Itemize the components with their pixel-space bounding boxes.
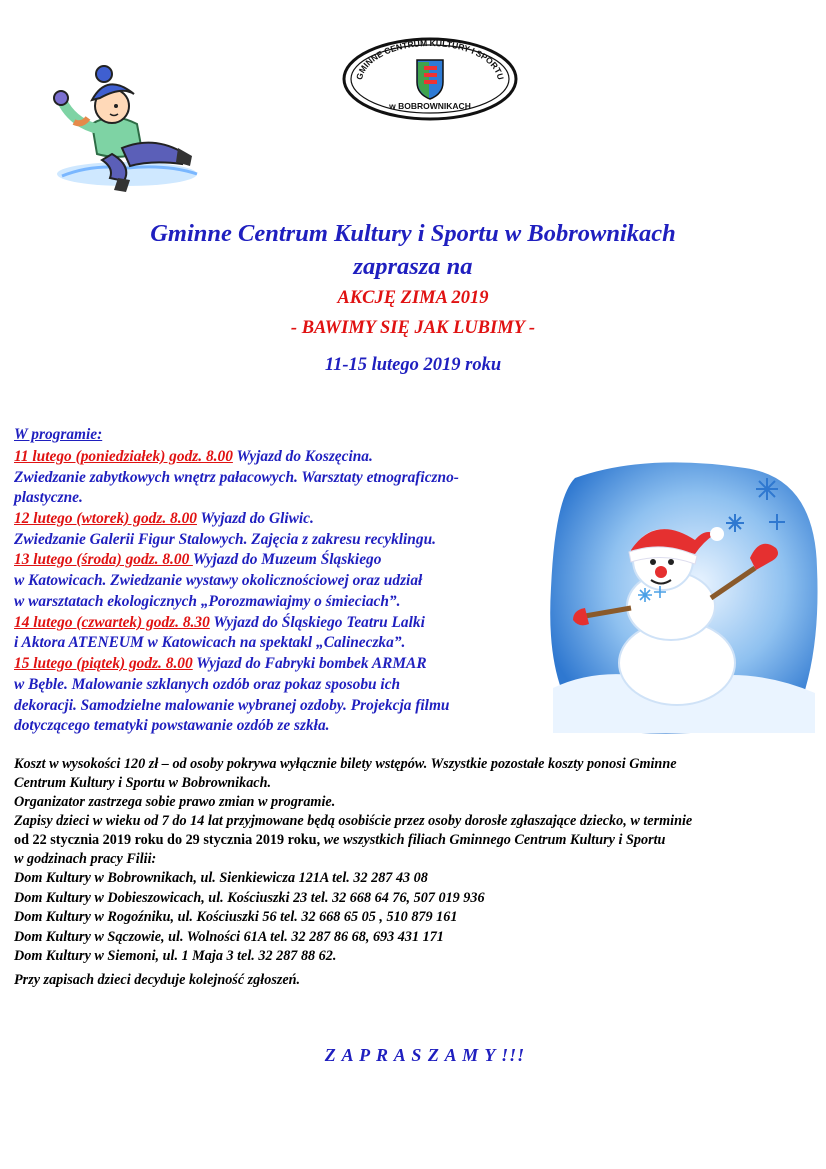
organization-logo xyxy=(340,36,520,122)
event-dates: 11-15 lutego 2019 roku xyxy=(324,355,502,375)
organization-title: Gminne Centrum Kultury i Sportu w Bobrownikach xyxy=(150,220,676,247)
program-text: dotyczącego tematyki powstawanie ozdób ze szkła. xyxy=(14,717,330,734)
skating-child-illustration xyxy=(52,56,202,196)
invitation-text: zaprasza na xyxy=(353,253,473,280)
program-line xyxy=(14,717,330,735)
program-text: Zwiedzanie Galerii Figur Stalowych. Zajęcia z zakresu recyklingu. xyxy=(14,531,436,548)
program-line xyxy=(14,531,436,549)
program-text: Wyjazd do Koszęcina. xyxy=(232,448,373,465)
signup-order-note: Przy zapisach dzieci decyduje kolejność zgłoszeń. xyxy=(14,972,301,988)
program-text: Wyjazd do Fabryki bombek ARMAR xyxy=(192,655,427,672)
logo-bottom-text: w BOBROWNIKACH xyxy=(389,101,471,111)
program-text: w Bęble. Malowanie szklanych ozdób oraz pokaz sposobu ich xyxy=(14,676,401,693)
program-text: i Aktora ATENEUM w Katowicach na spektakl „Calineczka”. xyxy=(14,634,406,651)
signup-places: we wszystkich filiach Gminnego Centrum Kultury i Sportu xyxy=(320,832,666,848)
program-text: dekoracji. Samodzielne malowanie wybranej ozdoby. Projekcja filmu xyxy=(14,697,450,714)
closing-invitation: Z A P R A S Z A M Y !!! xyxy=(324,1045,526,1065)
program-line xyxy=(14,593,400,611)
signup-dates: od 22 stycznia 2019 roku do 29 stycznia 2019 roku, xyxy=(14,832,321,848)
program-date: 15 lutego (piątek) godz. 8.00 xyxy=(14,655,193,672)
program-line xyxy=(14,510,314,528)
action-title: AKCJĘ ZIMA 2019 xyxy=(337,288,489,308)
program-text: w Katowicach. Zwiedzanie wystawy okolicznościowej oraz udział xyxy=(14,572,423,589)
program-line xyxy=(14,634,405,652)
program-date: 14 lutego (czwartek) godz. 8.30 xyxy=(14,614,210,631)
program-text: plastyczne. xyxy=(14,489,83,506)
program-date: 12 lutego (wtorek) godz. 8.00 xyxy=(14,510,197,527)
branch-line: Dom Kultury w Sączowie, ul. Wolności 61A tel. 32 287 86 68, 693 431 171 xyxy=(14,929,444,945)
signup-line-2 xyxy=(14,832,665,849)
program-text: Zwiedzanie zabytkowych wnętrz pałacowych. Warsztaty etnograficzno- xyxy=(14,469,459,486)
program-line xyxy=(14,697,449,715)
program-line xyxy=(14,469,459,487)
program-date: 11 lutego (poniedziałek) godz. 8.00 xyxy=(14,448,233,465)
signup-line-1: Zapisy dzieci w wieku od 7 do 14 lat przyjmowane będą osobiście przez osoby dorosłe zgłaszające dziecko, w terminie xyxy=(14,813,693,829)
program-text: Wyjazd do Muzeum Śląskiego xyxy=(192,551,382,568)
cost-line-2: Centrum Kultury i Sportu w Bobrownikach. xyxy=(14,775,272,791)
branch-line: Dom Kultury w Dobieszowicach, ul. Kościuszki 23 tel. 32 668 64 76, 507 019 936 xyxy=(14,890,485,906)
program-text: Wyjazd do Gliwic. xyxy=(196,510,314,527)
program-line xyxy=(14,551,381,569)
cost-line-1: Koszt w wysokości 120 zł – od osoby pokrywa wyłącznie bilety wstępów. Wszystkie pozostałe koszty ponosi Gminne xyxy=(14,756,677,772)
signup-line-3: w godzinach pracy Filii: xyxy=(14,851,157,867)
program-text: w warsztatach ekologicznych „Porozmawiajmy o śmieciach”. xyxy=(14,593,401,610)
branch-line: Dom Kultury w Bobrownikach, ul. Sienkiewicza 121A tel. 32 287 43 08 xyxy=(14,870,428,886)
branch-line: Dom Kultury w Rogoźniku, ul. Kościuszki 56 tel. 32 668 65 05 , 510 879 161 xyxy=(14,909,458,925)
program-line xyxy=(14,676,400,694)
program-text: Wyjazd do Śląskiego Teatru Lalki xyxy=(209,614,425,631)
organizer-note: Organizator zastrzega sobie prawo zmian w programie. xyxy=(14,794,336,810)
program-line xyxy=(14,448,373,466)
program-line xyxy=(14,489,83,507)
program-line xyxy=(14,614,425,632)
program-line xyxy=(14,655,427,673)
program-heading: W programie: xyxy=(14,426,103,443)
branch-line: Dom Kultury w Siemoni, ul. 1 Maja 3 tel. 32 287 88 62. xyxy=(14,948,337,964)
logo-ring-text: GMINNE CENTRUM KULTURY I SPORTU xyxy=(354,37,506,81)
snowman-illustration xyxy=(545,458,821,736)
action-slogan: - BAWIMY SIĘ JAK LUBIMY - xyxy=(290,318,536,338)
program-date: 13 lutego (środa) godz. 8.00 xyxy=(14,551,193,568)
program-line xyxy=(14,572,422,590)
